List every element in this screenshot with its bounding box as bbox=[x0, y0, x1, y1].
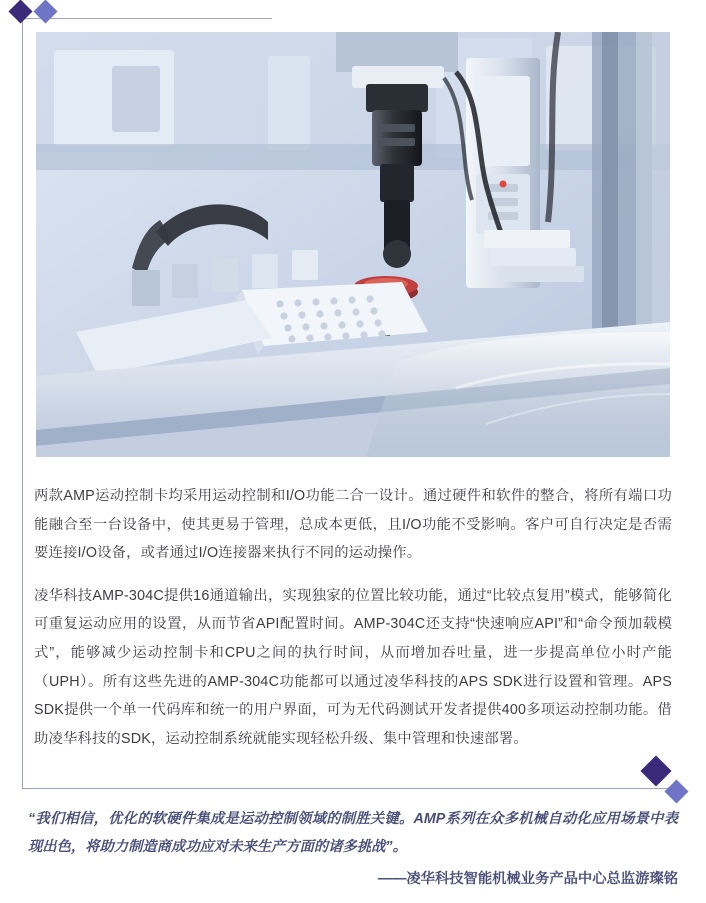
pull-quote bbox=[28, 806, 678, 893]
body-paragraph-1: 两款AMP运动控制卡均采用运动控制和I/O功能二合一设计。通过硬件和软件的整合，将所有端口功能融合至一台设备中，使其更易于管理，总成本更低，且I/O功能不受影响。客户可自行决定是否需要连接I/O设备，或者通过I/O连接器来执行不同的运动操作。 bbox=[34, 488, 672, 562]
decorative-bottom-rule bbox=[22, 788, 684, 789]
hero-image bbox=[36, 32, 670, 457]
pull-quote-attribution: ——凌华科技智能机械业务产品中心总监游璨铭 bbox=[377, 870, 678, 887]
pull-quote-text: “我们相信，优化的软硬件集成是运动控制领域的制胜关键。AMP系列在众多机械自动化应用场景中表现出色，将助力制造商成功应对未来生产方面的诸多挑战”。 bbox=[28, 811, 678, 855]
decorative-diamond-light-icon bbox=[33, 0, 57, 24]
decorative-left-rule bbox=[22, 18, 23, 788]
decorative-top-rule bbox=[22, 18, 272, 19]
body-paragraph-2: 凌华科技AMP-304C提供16通道输出，实现独家的位置比较功能，通过“比较点复用”模式，能够简化可重复运动应用的设置，从而节省API配置时间。AMP-304C还支持“快速响应API”和“命令预加载模式”，能够减少运动控制卡和CPU之间的执行时间，从而增加吞吐量，进一步提高单位小时产能（UPH）。所有这些先进的AMP-304C功能都可以通过凌华科技的APS SDK进行设置和管理。APS SDK提供一个单一代码库和统一的用户界面，可为无代码测试开发者提供400多项运动控制功能。借助凌华科技的SDK，运动控制系统就能实现轻松升级、集中管理和快速部署。 bbox=[34, 587, 672, 747]
decorative-diamond-light-bottom-icon bbox=[664, 779, 688, 803]
article-body bbox=[34, 482, 672, 767]
decorative-diamond-dark-icon bbox=[8, 0, 32, 24]
